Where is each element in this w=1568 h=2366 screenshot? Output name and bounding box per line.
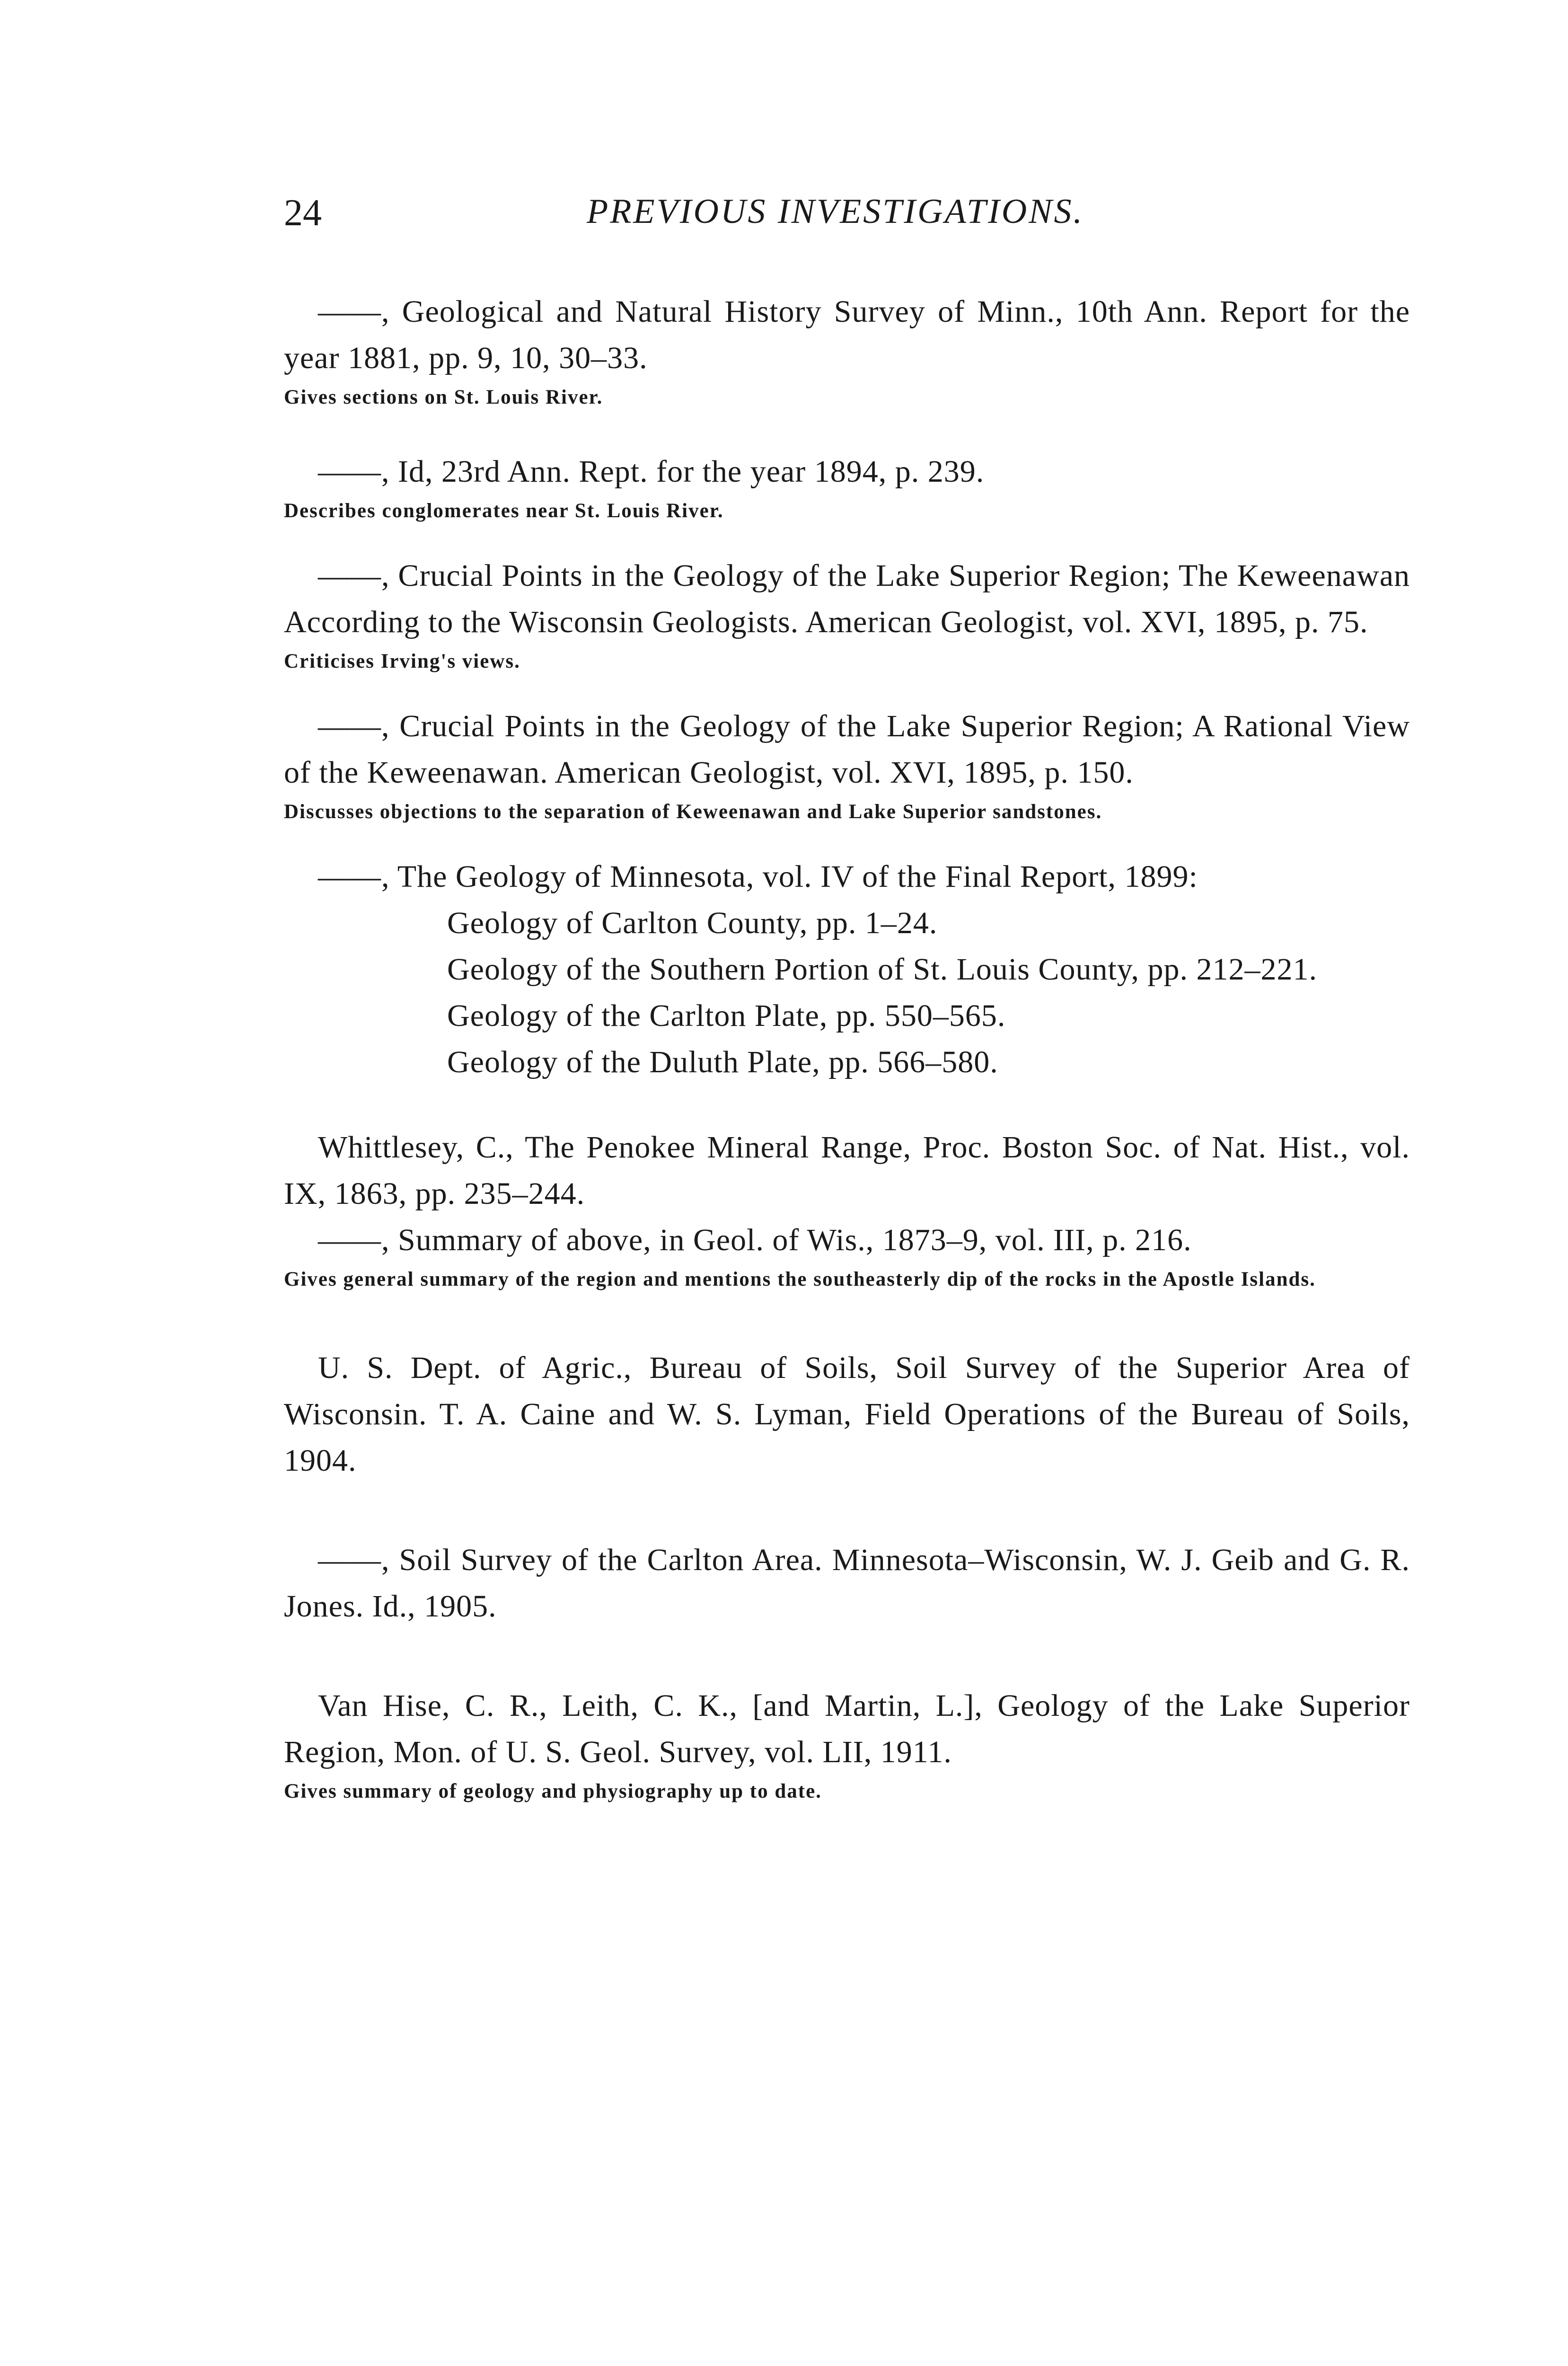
running-head: PREVIOUS INVESTIGATIONS. — [587, 192, 1084, 231]
annotation-note: Gives sections on St. Louis River. — [284, 386, 603, 408]
citation: U. S. Dept. of Agric., Bureau of Soils, Soil Survey of the Superior Area of Wisconsin. T. A. Caine and W. S. Lyman, Field Operations of the Bureau of Soils, 1904. — [284, 1351, 1410, 1478]
contents-item: Geology of Carlton County, pp. 1–24. — [447, 906, 938, 940]
annotation-note: Discusses objections to the separation of Keweenawan and Lake Superior sandstones. — [284, 801, 1102, 823]
contents-item: Geology of the Duluth Plate, pp. 566–580. — [447, 1045, 998, 1079]
annotation-note: Describes conglomerates near St. Louis River. — [284, 500, 724, 522]
annotation-note: Gives general summary of the region and mentions the southeasterly dip of the rocks in the Apostle Islands. — [284, 1268, 1316, 1290]
contents-item: Geology of the Southern Portion of St. Louis County, pp. 212–221. — [447, 952, 1318, 987]
citation: Van Hise, C. R., Leith, C. K., [and Martin, L.], Geology of the Lake Superior Region, Mon. of U. S. Geol. Survey, vol. LII, 1911. — [284, 1688, 1410, 1769]
bibliography-entry — [284, 703, 1410, 824]
annotation-note: Criticises Irving's views. — [284, 650, 520, 672]
bibliography-entry — [284, 1683, 1410, 1804]
bibliography-entry — [284, 1537, 1410, 1630]
bibliography-entry — [284, 1124, 1410, 1217]
bibliography-entry — [284, 854, 1410, 1086]
citation: ——, Geological and Natural History Survey of Minn., 10th Ann. Report for the year 1881, pp. 9, 10, 30–33. — [284, 294, 1410, 375]
citation: ——, Id, 23rd Ann. Rept. for the year 1894, p. 239. — [318, 454, 985, 489]
bibliography-entry — [284, 449, 1410, 523]
page-number: 24 — [284, 192, 322, 234]
citation: ——, Soil Survey of the Carlton Area. Minnesota–Wisconsin, W. J. Geib and G. R. Jones. Id., 1905. — [284, 1543, 1410, 1624]
citation: ——, Crucial Points in the Geology of the Lake Superior Region; The Keweenawan According to the Wisconsin Geologists. American Geologist, vol. XVI, 1895, p. 75. — [284, 558, 1410, 639]
citation: ——, Summary of above, in Geol. of Wis., 1873–9, vol. III, p. 216. — [318, 1223, 1192, 1257]
report-contents-list — [447, 900, 1410, 1086]
citation: ——, Crucial Points in the Geology of the Lake Superior Region; A Rational View of the Keweenawan. American Geologist, vol. XVI, 1895, p. 150. — [284, 709, 1410, 790]
bibliography-entry — [284, 553, 1410, 674]
bibliography-list — [284, 289, 1410, 1804]
citation: ——, The Geology of Minnesota, vol. IV of the Final Report, 1899: — [318, 859, 1198, 894]
citation: Whittlesey, C., The Penokee Mineral Range, Proc. Boston Soc. of Nat. Hist., vol. IX, 1863, pp. 235–244. — [284, 1130, 1410, 1211]
contents-item: Geology of the Carlton Plate, pp. 550–565. — [447, 998, 1006, 1033]
page-header — [284, 192, 1410, 253]
bibliography-entry — [284, 289, 1410, 410]
annotation-note: Gives summary of geology and physiography up to date. — [284, 1780, 822, 1802]
bibliography-entry — [284, 1217, 1410, 1292]
bibliography-entry — [284, 1345, 1410, 1484]
